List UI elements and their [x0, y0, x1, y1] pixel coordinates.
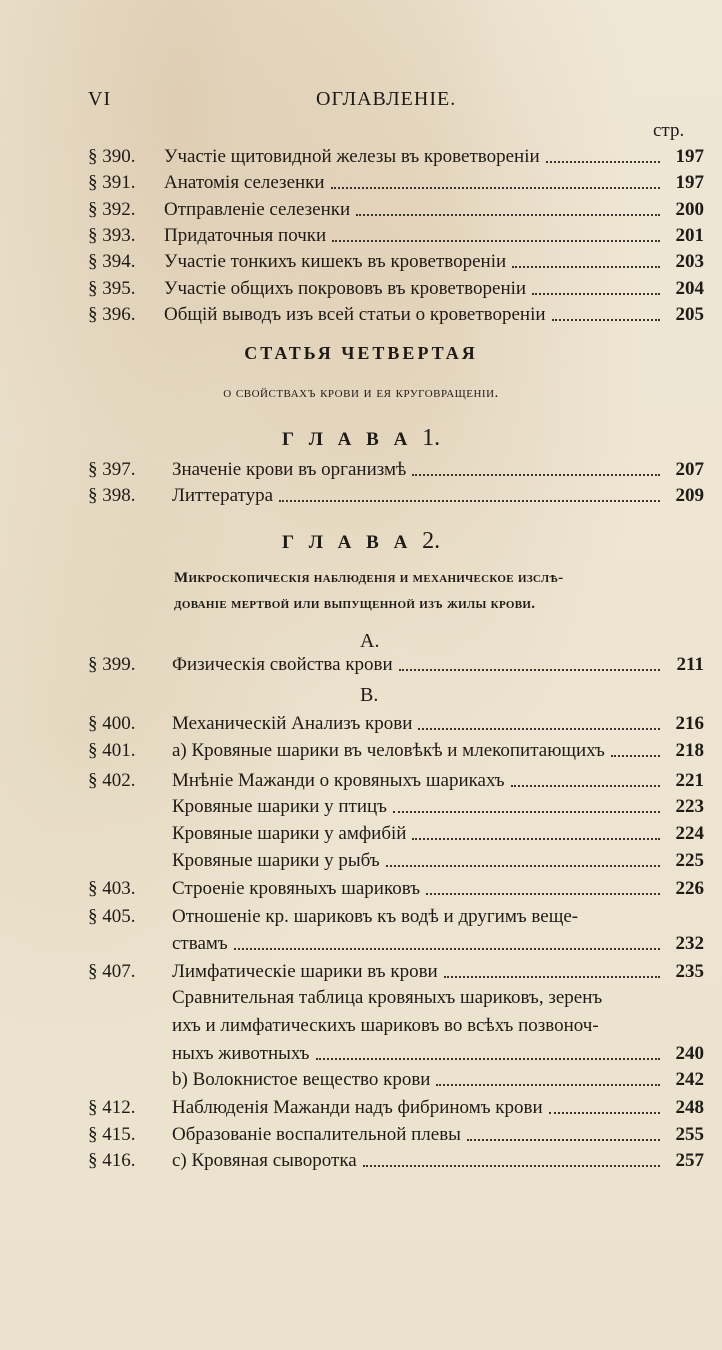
chapter-2-heading: [0, 528, 722, 555]
toc-entry: [0, 793, 722, 821]
chapter-2-number: 2.: [422, 528, 441, 554]
toc-page-number: 221: [675, 770, 704, 791]
toc-section-number: § 412.: [88, 1097, 136, 1118]
dot-leader: [363, 1165, 660, 1167]
toc-page-number: 209: [675, 485, 704, 506]
toc-section-number: § 399.: [88, 654, 136, 675]
toc-section-number: § 415.: [88, 1124, 136, 1145]
toc-section-number: § 407.: [88, 961, 136, 982]
toc-section-number: § 396.: [88, 303, 136, 325]
toc-entry-title: Участіе общихъ покрововъ въ кроветвореніи: [164, 277, 527, 299]
toc-section-number: § 395.: [88, 277, 136, 299]
chapter-1-number: 1.: [422, 425, 441, 451]
toc-entry-title: Придаточныя почки: [164, 224, 327, 246]
toc-page-number: 197: [675, 172, 704, 194]
chapter-2-subtitle-line-1: Микроскопическія наблюденія и механическое изслѣ-: [174, 570, 564, 586]
toc-section-number: § 416.: [88, 1150, 136, 1171]
toc-page-number: 205: [675, 303, 704, 325]
dot-leader: [412, 474, 660, 476]
dot-leader: [234, 948, 660, 950]
toc-entry: [0, 1040, 722, 1068]
toc-entry-title: Физическія свойства крови: [172, 654, 393, 675]
dot-leader: [549, 1112, 660, 1114]
chapter-2-subtitle-line-2: дованіе мертвой или выпущенной изъ жилы крови.: [174, 596, 536, 612]
toc-page-number: 211: [676, 654, 704, 675]
toc-entry: [0, 1066, 722, 1094]
dot-leader: [331, 187, 660, 189]
toc-page-number: 201: [675, 224, 704, 246]
dot-leader: [467, 1139, 660, 1141]
toc-entry-title: Наблюденія Мажанди надъ фибриномъ крови: [172, 1097, 543, 1118]
page-number-roman: VI: [88, 88, 112, 110]
dot-leader: [412, 838, 660, 840]
toc-page-number: 218: [675, 740, 704, 761]
toc-entry-title: Мнѣніе Мажанди о кровяныхъ шарикахъ: [172, 770, 505, 791]
dot-leader: [552, 319, 660, 321]
article-title: СТАТЬЯ ЧЕТВЕРТАЯ: [244, 343, 478, 363]
dot-leader: [386, 865, 660, 867]
toc-section-number: § 398.: [88, 485, 136, 506]
toc-page-number: 242: [675, 1069, 704, 1090]
toc-page-number: 232: [675, 933, 704, 954]
toc-section-number: § 397.: [88, 459, 136, 480]
toc-section-number: § 392.: [88, 198, 136, 220]
toc-entry-title: Анатомія селезенки: [164, 172, 325, 194]
toc-page-number: 203: [675, 251, 704, 273]
toc-section-number: § 391.: [88, 172, 136, 194]
chapter-2-word: Г Л А В А: [281, 532, 413, 553]
toc-entry: [0, 482, 722, 510]
toc-entry-title: Образованіе воспалительной плевы: [172, 1124, 461, 1145]
toc-section-number: § 400.: [88, 713, 136, 734]
toc-entry: [0, 903, 722, 931]
toc-entry: [0, 710, 722, 738]
toc-section-number: § 393.: [88, 224, 136, 246]
toc-page-number: 226: [675, 878, 704, 899]
toc-entry: [0, 875, 722, 903]
toc-page-number: 204: [675, 277, 704, 299]
chapter-1-heading: [0, 425, 722, 452]
toc-page-number: 216: [675, 713, 704, 734]
toc-entry-title: Литтература: [172, 485, 274, 506]
dot-leader: [511, 785, 660, 787]
toc-entry-title: Значеніе крови въ организмѣ: [172, 459, 407, 480]
chapter-1-word: Г Л А В А: [281, 429, 413, 450]
toc-entry-title: а) Кровяные шарики въ человѣкѣ и млекопитающихъ: [172, 740, 605, 761]
section-letter-a: А.: [360, 630, 380, 652]
toc-entry-title: b) Волокнистое вещество крови: [172, 1069, 431, 1090]
dot-leader: [279, 500, 660, 502]
toc-entry: [0, 1094, 722, 1122]
toc-page-number: 240: [675, 1043, 704, 1064]
toc-entry: [0, 847, 722, 875]
toc-page-number: 197: [675, 146, 704, 167]
toc-entry-title: Кровяные шарики у амфибій: [172, 823, 407, 844]
toc-entry-title: Отношеніе кр. шариковъ къ водѣ и другимъ веще-: [172, 906, 579, 927]
toc-entry-title: Кровяные шарики у рыбъ: [172, 850, 380, 871]
toc-page-number: 235: [675, 961, 704, 982]
toc-entry-title: Общій выводъ изъ всей статьи о кроветвореніи: [164, 303, 546, 325]
section-letter-b: B.: [360, 684, 379, 706]
toc-entry: [0, 196, 722, 224]
dot-leader: [332, 240, 660, 242]
toc-entry-title: ствамъ: [172, 933, 228, 954]
toc-entry: [0, 984, 722, 1012]
toc-entry-title: Участіе тонкихъ кишекъ въ кроветвореніи: [164, 251, 507, 273]
page-title: ОГЛАВЛЕНІЕ.: [316, 88, 457, 110]
dot-leader: [444, 976, 660, 978]
toc-entry: [0, 767, 722, 795]
toc-entry: [0, 301, 722, 329]
toc-entry: [0, 1121, 722, 1149]
toc-page-number: 200: [675, 198, 704, 220]
dot-leader: [512, 266, 660, 268]
toc-section-number: § 401.: [88, 740, 136, 761]
toc-entry-title: Отправленіе селезенки: [164, 198, 351, 220]
toc-entry: [0, 820, 722, 848]
toc-entry-title: ныхъ животныхъ: [172, 1043, 310, 1064]
toc-entry-title: Участіе щитовидной железы въ кроветвореніи: [164, 146, 540, 167]
toc-entry: [0, 275, 722, 303]
toc-entry: [0, 169, 722, 197]
page-column-label: стр.: [653, 120, 685, 141]
article-subtitle: о свойствахъ крови и ея круговращеніи.: [223, 385, 499, 401]
toc-section-number: § 403.: [88, 878, 136, 899]
toc-section-number: § 405.: [88, 906, 136, 927]
dot-leader: [532, 293, 660, 295]
toc-page-number: 224: [675, 823, 704, 844]
toc-entry-title: с) Кровяная сыворотка: [172, 1150, 357, 1171]
toc-page-number: 225: [675, 850, 704, 871]
toc-entry-title: Механическій Анализъ крови: [172, 713, 413, 734]
toc-entry: [0, 222, 722, 250]
dot-leader: [418, 728, 660, 730]
toc-entry-title: Лимфатическіе шарики въ крови: [172, 961, 438, 982]
dot-leader: [426, 893, 660, 895]
toc-entry: [0, 143, 722, 171]
toc-page-number: 207: [675, 459, 704, 480]
dot-leader: [436, 1084, 660, 1086]
toc-entry: [0, 737, 722, 765]
toc-entry-title: Сравнительная таблица кровяныхъ шариковъ, зеренъ: [172, 987, 603, 1008]
toc-page-number: 257: [675, 1150, 704, 1171]
toc-page-number: 255: [675, 1124, 704, 1145]
dot-leader: [393, 811, 660, 813]
toc-entry: [0, 651, 722, 679]
toc-entry: [0, 248, 722, 276]
toc-entry: [0, 456, 722, 484]
toc-entry: [0, 930, 722, 958]
toc-entry: [0, 1147, 722, 1175]
toc-entry: [0, 1012, 722, 1040]
dot-leader: [546, 161, 660, 163]
toc-entry-title: Кровяные шарики у птицъ: [172, 796, 388, 817]
toc-page-number: 248: [675, 1097, 704, 1118]
toc-entry-title: Строеніе кровяныхъ шариковъ: [172, 878, 421, 899]
dot-leader: [316, 1058, 660, 1060]
toc-entry: [0, 958, 722, 986]
dot-leader: [356, 214, 660, 216]
toc-section-number: § 402.: [88, 770, 136, 791]
toc-section-number: § 390.: [88, 146, 136, 167]
toc-section-number: § 394.: [88, 251, 136, 273]
toc-page-number: 223: [675, 796, 704, 817]
dot-leader: [399, 669, 660, 671]
toc-entry-title: ихъ и лимфатическихъ шариковъ во всѣхъ позвоноч-: [172, 1015, 599, 1036]
